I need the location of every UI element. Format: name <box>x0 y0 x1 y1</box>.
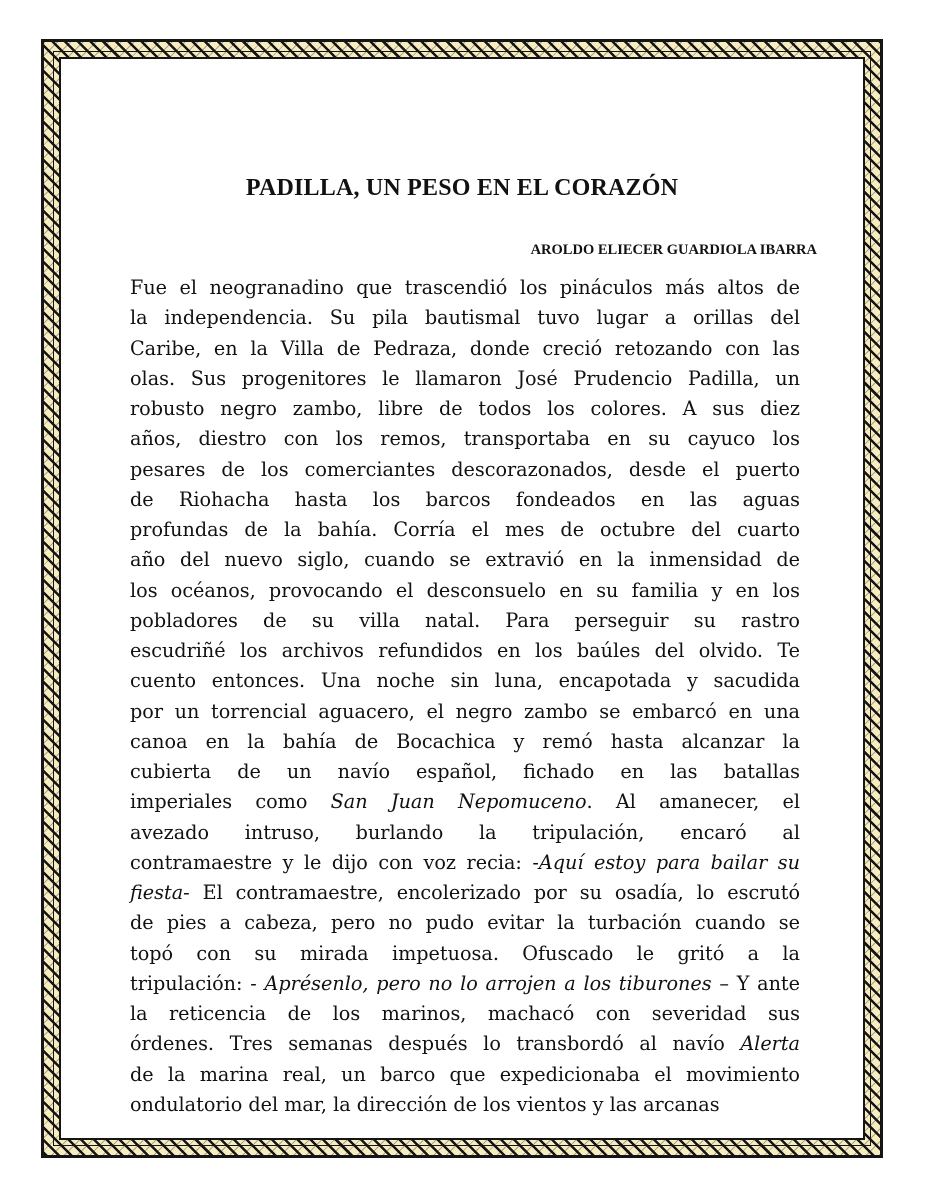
text-run: olas. Sus progenitores le llamaron José Prudencio Padilla, un <box>130 366 800 390</box>
text-run: tripulación: - <box>130 971 265 995</box>
text-run: profundas de la bahía. Corría el mes de octubre del cuarto <box>130 518 800 541</box>
body-line <box>130 908 800 938</box>
text-run: la independencia. Su pila bautismal tuvo lugar a orillas del <box>130 306 800 330</box>
italic-text-run: Alerta <box>740 1032 800 1056</box>
text-run: Caribe, en la Villa de Pedraza, donde creció retozando con las <box>130 336 800 360</box>
body-line <box>130 1029 800 1059</box>
body-line <box>130 878 800 908</box>
text-run: robusto negro zambo, libre de todos los colores. A sus diez <box>130 397 800 420</box>
italic-text-run: Aquí estoy para bailar su <box>538 850 800 874</box>
body-line <box>130 576 800 606</box>
text-run: ondulatorio del mar, la dirección de los vientos y las arcanas <box>130 1092 720 1116</box>
text-run: cuento entonces. Una noche sin luna, encapotada y sacudida <box>130 669 800 693</box>
author-name: AROLDO ELIECER GUARDIOLA IBARRA <box>530 242 817 258</box>
text-run: los océanos, provocando el desconsuelo en su familia y en los <box>130 578 800 602</box>
text-run: la reticencia de los marinos, machacó con severidad sus <box>130 1002 800 1025</box>
body-line <box>130 515 800 545</box>
body-paragraph <box>130 273 800 1120</box>
body-line <box>130 455 800 485</box>
text-run: de Riohacha hasta los barcos fondeados en las aguas <box>130 487 800 511</box>
italic-text-run: San Juan Nepomuceno <box>330 790 587 814</box>
text-run: Fue el neogranadino que trascendió los pináculos más altos de <box>130 276 800 299</box>
text-run: año del nuevo siglo, cuando se extravió en la inmensidad de <box>130 548 800 572</box>
text-run: órdenes. Tres semanas después lo transbordó al navío <box>130 1032 741 1056</box>
body-line <box>130 545 800 575</box>
text-run: - El contramaestre, encolerizado por su osadía, lo escrutó <box>183 881 800 904</box>
body-line <box>130 394 800 424</box>
body-line <box>130 273 800 303</box>
body-line <box>130 424 800 454</box>
body-line <box>130 969 800 999</box>
body-line <box>130 848 800 878</box>
body-line <box>130 999 800 1029</box>
page-content-area <box>59 57 865 1140</box>
body-line <box>130 757 800 787</box>
text-run: pobladores de su villa natal. Para perseguir su rastro <box>130 608 800 632</box>
text-run: imperiales como <box>130 790 331 814</box>
text-run: . Al amanecer, el <box>586 790 800 814</box>
body-line <box>130 1060 800 1090</box>
text-run: cubierta de un navío español, fichado en las batallas <box>130 760 800 783</box>
body-line <box>130 334 800 364</box>
italic-text-run: Aprésenlo, pero no lo arrojen a los tiburones <box>264 971 712 995</box>
body-line <box>130 485 800 515</box>
body-line <box>130 303 800 333</box>
body-line <box>130 1090 800 1120</box>
body-line <box>130 364 800 394</box>
text-run: por un torrencial aguacero, el negro zambo se embarcó en una <box>130 699 800 723</box>
body-line <box>130 666 800 696</box>
text-run: años, diestro con los remos, transportaba en su cayuco los <box>130 427 800 451</box>
text-run: pesares de los comerciantes descorazonados, desde el puerto <box>130 457 800 481</box>
text-run: escudriñé los archivos refundidos en los baúles del olvido. Te <box>130 639 800 662</box>
body-line <box>130 818 800 848</box>
body-line <box>130 787 800 817</box>
text-run: canoa en la bahía de Bocachica y remó hasta alcanzar la <box>130 729 800 753</box>
italic-text-run: fiesta <box>130 881 184 904</box>
body-line <box>130 636 800 666</box>
text-run: avezado intruso, burlando la tripulación, encaró al <box>130 820 800 844</box>
body-line <box>130 606 800 636</box>
body-line <box>130 727 800 757</box>
text-run: de pies a cabeza, pero no pudo evitar la turbación cuando se <box>130 911 800 935</box>
body-line <box>130 697 800 727</box>
document-title: PADILLA, UN PESO EN EL CORAZÓN <box>245 175 679 201</box>
text-run: de la marina real, un barco que expedicionaba el movimiento <box>130 1062 800 1086</box>
body-line <box>130 939 800 969</box>
text-run: – Y ante <box>711 971 800 995</box>
text-run: contramaestre y le dijo con voz recia: - <box>130 850 539 874</box>
text-run: topó con su mirada impetuosa. Ofuscado le gritó a la <box>130 941 800 965</box>
